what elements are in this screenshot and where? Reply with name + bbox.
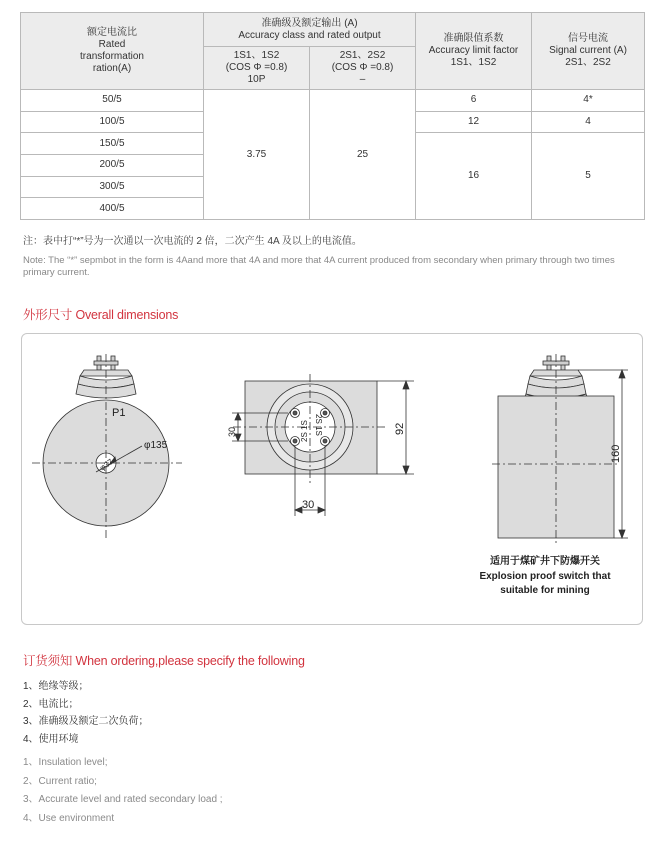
table-cell-alf: 6	[416, 90, 532, 112]
label-terminal-2s-b: 2S	[314, 414, 323, 424]
label-terminal-2s: 2S	[300, 432, 309, 442]
list-item: 2、Current ratio;	[23, 775, 97, 787]
middle-view	[232, 374, 414, 516]
caption-english-1: Explosion proof switch that	[479, 571, 611, 582]
ordering-list-chinese	[23, 678, 149, 748]
table-cell-alf: 12	[416, 111, 532, 133]
table-cell-signal: 5	[532, 133, 645, 220]
label-dim-30-bottom: 30	[302, 499, 315, 511]
ordering-list-english	[23, 754, 223, 828]
header-2s: 2S1、2S2 (COS Φ =0.8) –	[310, 47, 416, 90]
label-dim-92: 92	[394, 422, 406, 435]
section-title-ordering: 订货须知 When ordering,please specify the following	[23, 654, 305, 668]
list-item: 2、电流比；	[23, 698, 79, 710]
header-rated-ratio: 额定电流比 Rated transformation ration(A)	[21, 13, 204, 90]
table-cell-signal: 4*	[532, 90, 645, 112]
label-p1: P1	[112, 407, 126, 419]
caption-chinese: 适用于煤矿井下防爆开关	[490, 556, 600, 567]
table-cell-ratio: 100/5	[21, 111, 204, 133]
note-chinese: 注：表中打“*”号为一次通以一次电流的 2 倍，二次产生 4A 及以上的电流值。	[23, 236, 362, 247]
label-terminal-1s-b: 1S	[314, 426, 323, 436]
label-diameter-outer: φ135	[144, 440, 168, 451]
header-1s: 1S1、1S2 (COS Φ =0.8) 10P	[204, 47, 310, 90]
right-view	[492, 354, 628, 546]
header-accuracy-limit: 准确限值系数 Accuracy limit factor 1S1、1S2	[416, 13, 532, 90]
section-title-dimensions: 外形尺寸 Overall dimensions	[23, 308, 179, 322]
table-cell-ratio: 300/5	[21, 176, 204, 198]
label-terminal-1s: 1S	[300, 420, 309, 430]
label-dim-160: 160	[610, 444, 622, 463]
header-signal-current: 信号电流 Signal current (A) 2S1、2S2	[532, 13, 645, 90]
list-item: 1、绝缘等级；	[23, 681, 89, 692]
list-item: 1、Insulation level;	[23, 757, 108, 768]
table-cell-ratio: 50/5	[21, 90, 204, 112]
table-cell-ratio: 400/5	[21, 198, 204, 220]
caption-english-2: suitable for mining	[500, 585, 590, 596]
label-diameter-inner: φ37	[97, 457, 115, 473]
table-cell-ratio: 150/5	[21, 133, 204, 155]
spec-table	[20, 12, 645, 220]
list-item: 3、Accurate level and rated secondary load ;	[23, 794, 223, 805]
note-english: Note: The “*” sepmbot in the form is 4Aand more that 4A and more that 4A current produced from secondary when primary through two times primary current.	[23, 255, 615, 278]
list-item: 3、准确级及额定二次负荷；	[23, 716, 149, 727]
list-item: 4、Use environment	[23, 812, 115, 824]
table-cell-output-2s: 25	[310, 90, 416, 220]
header-accuracy-class: 准确级及额定输出 (A) Accuracy class and rated output	[204, 13, 416, 47]
label-dim-30-left: 30	[227, 426, 237, 437]
table-cell-ratio: 200/5	[21, 155, 204, 177]
list-item: 4、使用环境	[23, 733, 79, 745]
table-cell-signal: 4	[532, 111, 645, 133]
table-cell-alf: 16	[416, 133, 532, 220]
table-cell-output-1s: 3.75	[204, 90, 310, 220]
